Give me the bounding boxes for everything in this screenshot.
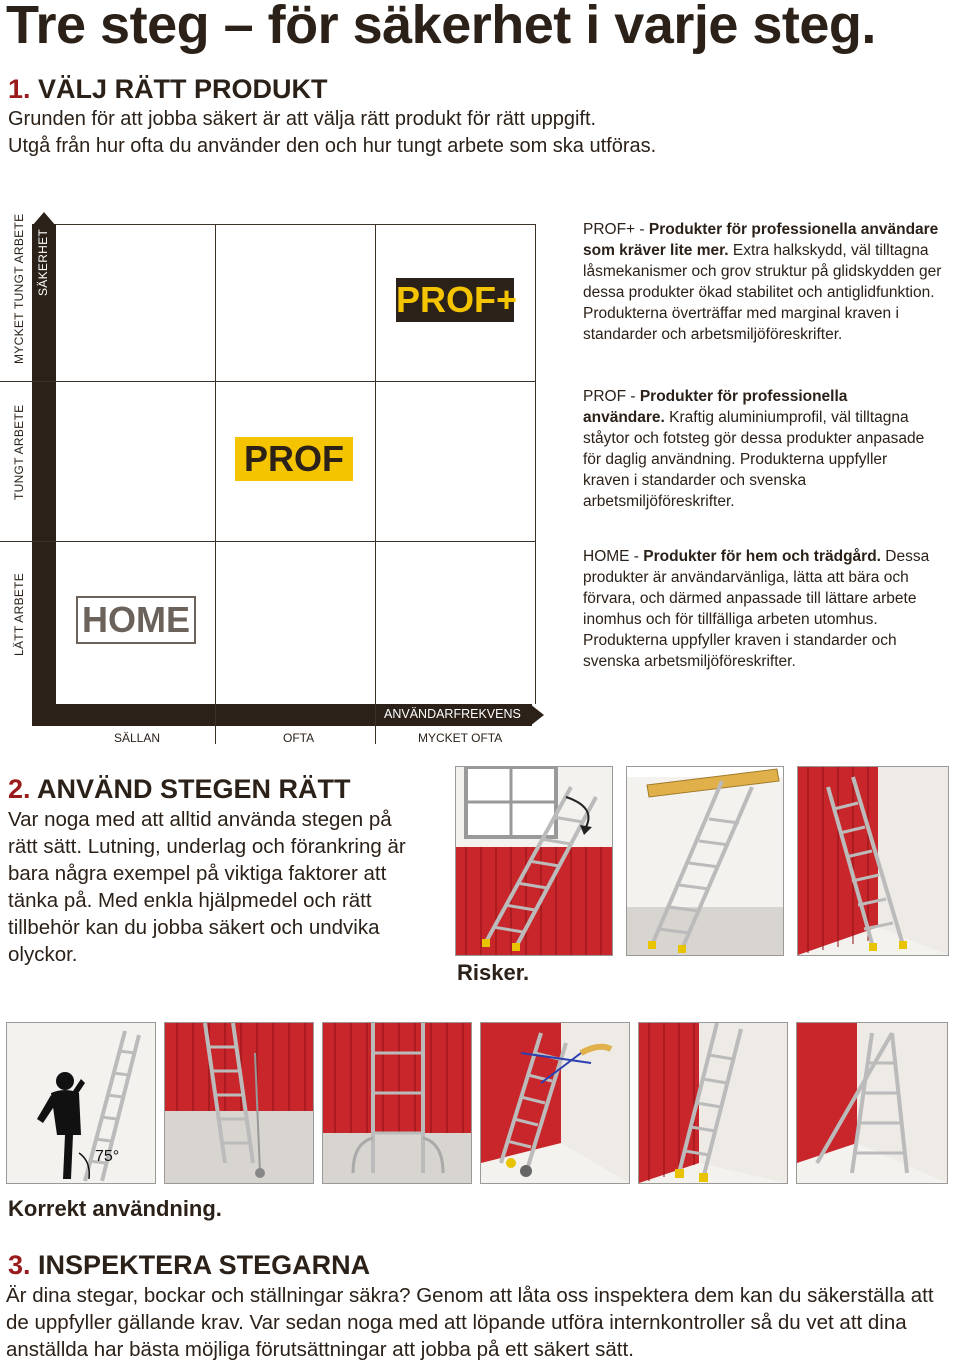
- desc-label: PROF+: [583, 221, 636, 238]
- desc-label: HOME: [583, 548, 630, 565]
- grid-row-line: [0, 541, 536, 542]
- desc-dash: -: [629, 548, 644, 565]
- risks-caption: Risker.: [457, 960, 530, 985]
- badge-prof: PROF: [235, 437, 353, 481]
- desc-text: Dessa produkter är användarvänliga, lätta att bära och förvara, och därmed anpassade till lättare arbete inomhus och för tillfälliga arbeten utomhus. Produkterna uppfyller kraven i standarder och svenska arbetsmiljöföreskrifter.: [583, 548, 930, 670]
- risk-illustration-beam: [626, 766, 784, 956]
- row-label-light: LÄTT ARBETE: [12, 572, 26, 656]
- desc-text: Kraftig aluminiumprofil, väl tilltagna ståytor och fotsteg gör dessa produkter anpasade för daglig användning. Produkterna uppfyller kraven i standarder och svenska arbetsmiljöföreskrifter.: [583, 409, 925, 510]
- x-axis-label: ANVÄNDARFREKVENS: [384, 707, 521, 721]
- desc-prof: [583, 386, 933, 512]
- correct-illustration-stepladder: [796, 1022, 948, 1184]
- grid-row-line: [0, 381, 536, 382]
- col-label-often: OFTA: [283, 731, 315, 745]
- correct-illustration-corner-foot: [638, 1022, 788, 1184]
- correct-illustration-standoff: [322, 1022, 472, 1184]
- desc-label: PROF: [583, 388, 627, 405]
- row-label-very-heavy: MYCKET TUNGT ARBETE: [12, 213, 26, 364]
- risk-illustration-corner: [797, 766, 949, 956]
- section1-lead-line2: Utgå från hur ofta du använder den och hur tungt arbete som ska utföras.: [8, 135, 657, 157]
- section3-lead: Är dina stegar, bockar och ställningar säkra? Genom att låta oss inspektera dem kan du säkerställa att de uppfyller gällande krav. Var sedan noga med att löpande utföra internkontroller så du vet att dina anställda har bästa möjliga förutsättningar att jobba på ett säkert sätt.: [6, 1284, 934, 1361]
- desc-bold: Produkter för professionella användare.: [583, 388, 848, 426]
- desc-bold: Produkter för professionella användare som kräver lite mer.: [583, 221, 939, 259]
- grid-col-line: [375, 224, 376, 744]
- section1-title: VÄLJ RÄTT PRODUKT: [38, 74, 328, 104]
- y-axis-label: SÄKERHET: [36, 228, 50, 296]
- section2-heading: [8, 774, 351, 805]
- section3-number: 3.: [8, 1250, 31, 1280]
- desc-dash: -: [626, 388, 640, 405]
- grid-col-line: [215, 224, 216, 744]
- section2-title: ANVÄND STEGEN RÄTT: [37, 774, 351, 804]
- section1-number: 1.: [8, 74, 31, 104]
- product-matrix: [0, 210, 560, 750]
- col-label-very-often: MYCKET OFTA: [418, 731, 503, 745]
- row-label-heavy: TUNGT ARBETE: [12, 404, 26, 500]
- y-axis-arrow: [32, 224, 56, 726]
- col-label-seldom: SÄLLAN: [114, 731, 161, 745]
- section1-lead: [8, 106, 908, 160]
- page-title: Tre steg – för säkerhet i varje steg.: [6, 0, 876, 55]
- badge-home: HOME: [76, 596, 196, 644]
- desc-bold: Produkter för hem och trädgård.: [643, 548, 881, 565]
- correct-illustration-stabilizer: [164, 1022, 314, 1184]
- section1-heading: [8, 74, 328, 105]
- correct-illustration-angle: [6, 1022, 156, 1184]
- desc-home: [583, 546, 945, 672]
- section3-heading: [8, 1250, 370, 1281]
- desc-text: Extra halkskydd, väl tilltagna låsmekanismer och grov struktur på glidskydden ger dessa produkter ökad stabilitet och antiglidfunktion. Produkterna överträffar med marginal kraven i standarder och arbetsmiljöföreskrifter.: [583, 242, 942, 343]
- grid-row-line: [56, 224, 536, 225]
- section3-title: INSPEKTERA STEGARNA: [38, 1250, 371, 1280]
- y-axis-arrowhead: [32, 210, 56, 226]
- angle-label: 75°: [95, 1148, 120, 1165]
- correct-illustration-anchor: [480, 1022, 630, 1184]
- grid-col-line: [535, 224, 536, 704]
- desc-dash: -: [635, 221, 649, 238]
- correct-caption: Korrekt användning.: [8, 1196, 222, 1221]
- section2-lead: Var noga med att alltid använda stegen på rätt sätt. Lutning, underlag och förankring är bara några exempel på viktiga faktorer att tänka på. Med enkla hjälpmedel och rätt tillbehör kan du jobba säkert och undvika olyckor.: [8, 808, 406, 966]
- x-axis-arrowhead: [530, 704, 546, 726]
- badge-prof-plus: PROF+: [396, 279, 518, 320]
- risk-illustration-window: [455, 766, 613, 956]
- desc-prof-plus: [583, 219, 945, 345]
- section2-number: 2.: [8, 774, 31, 804]
- section1-lead-line1: Grunden för att jobba säkert är att välja rätt produkt för rätt uppgift.: [8, 108, 597, 130]
